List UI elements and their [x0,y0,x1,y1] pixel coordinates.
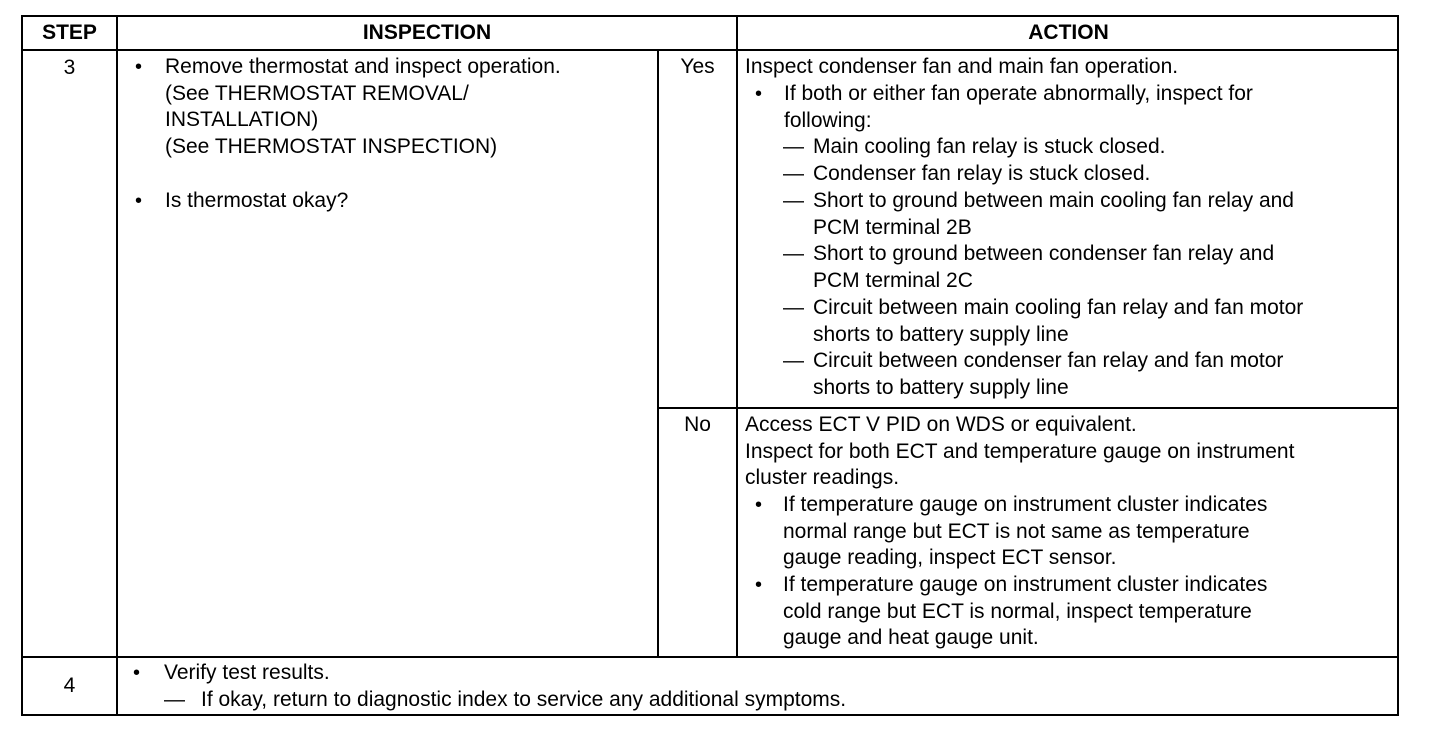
dash-icon: — [783,296,804,319]
bullet-icon: • [133,662,141,684]
yes-bullet-line: If both or either fan operate abnormally, inspect for [784,82,1253,105]
diagnostic-table [21,15,1399,716]
step-number-3: 3 [63,56,76,79]
no-label: No [684,413,711,436]
bullet-icon: • [755,83,763,105]
no-bullet-line: cold range but ECT is normal, inspect temperature [783,599,1252,623]
dash-item-line: shorts to battery supply line [813,375,1069,399]
inspection-step3-bullet2: Is thermostat okay? [165,189,349,212]
bullet-icon: • [135,190,143,212]
yes-dash-item-6 [813,348,1283,401]
no-intro-line: Inspect for both ECT and temperature gauge on instrument [745,439,1295,463]
no-bullet-line: gauge reading, inspect ECT sensor. [783,546,1117,570]
no-action-intro [745,412,1294,492]
no-bullet-line: gauge and heat gauge unit. [783,626,1039,650]
yes-dash-item-4 [813,241,1274,294]
dash-item-line: Short to ground between condenser fan relay and [813,242,1275,265]
dash-icon: — [783,189,804,212]
yes-dash-item-5 [813,295,1303,348]
col-divider-action [736,17,738,657]
no-bullet-line: normal range but ECT is not same as temperature [783,519,1250,543]
header-inspection: INSPECTION [362,21,492,44]
header-action: ACTION [1028,21,1109,44]
no-intro-line: Access ECT V PID on WDS or equivalent. [745,413,1137,436]
yes-no-divider [657,407,1399,409]
step4-dash: If okay, return to diagnostic index to service any additional symptoms. [201,688,847,711]
inspection-line: INSTALLATION) [165,108,319,132]
yes-dash-item-3 [813,188,1294,241]
yes-action-intro: Inspect condenser fan and main fan operation. [745,55,1179,78]
yes-dash-item-1: Main cooling fan relay is stuck closed. [813,135,1166,158]
no-action-bullet-2 [783,572,1267,652]
dash-icon: — [164,688,185,711]
step-number-4: 4 [63,674,76,697]
col-divider-step [116,17,118,716]
inspection-line: (See THERMOSTAT REMOVAL/ [165,81,469,105]
bullet-icon: • [135,56,143,78]
yes-bullet-line: following: [784,108,872,132]
dash-icon: — [783,135,804,158]
no-action-bullet-1 [783,492,1267,572]
header-row-divider [23,49,1399,51]
inspection-line: (See THERMOSTAT INSPECTION) [165,135,498,159]
yes-label: Yes [680,55,715,78]
dash-item-line: PCM terminal 2C [813,268,973,292]
dash-item-line: Circuit between main cooling fan relay and fan motor [813,296,1304,319]
no-bullet-line: If temperature gauge on instrument cluster indicates [783,573,1268,596]
dash-item-line: shorts to battery supply line [813,322,1069,346]
step4-row-divider [23,656,1399,658]
yes-dash-item-2: Condenser fan relay is stuck closed. [813,162,1151,185]
yes-action-bullet [784,81,1253,134]
no-bullet-line: If temperature gauge on instrument cluster indicates [783,493,1268,516]
step4-bullet: Verify test results. [164,661,330,684]
dash-item-line: PCM terminal 2B [813,215,972,239]
inspection-line: Remove thermostat and inspect operation. [165,55,561,78]
dash-icon: — [783,162,804,185]
bullet-icon: • [755,494,763,516]
inspection-step3-bullet1 [165,54,561,161]
no-intro-line: cluster readings. [745,466,900,490]
header-step: STEP [42,21,97,44]
col-divider-yesno [657,49,659,657]
dash-item-line: Circuit between condenser fan relay and fan motor [813,349,1284,372]
dash-icon: — [783,242,804,265]
bullet-icon: • [755,574,763,596]
dash-icon: — [783,349,804,372]
dash-item-line: Short to ground between main cooling fan relay and [813,189,1294,212]
